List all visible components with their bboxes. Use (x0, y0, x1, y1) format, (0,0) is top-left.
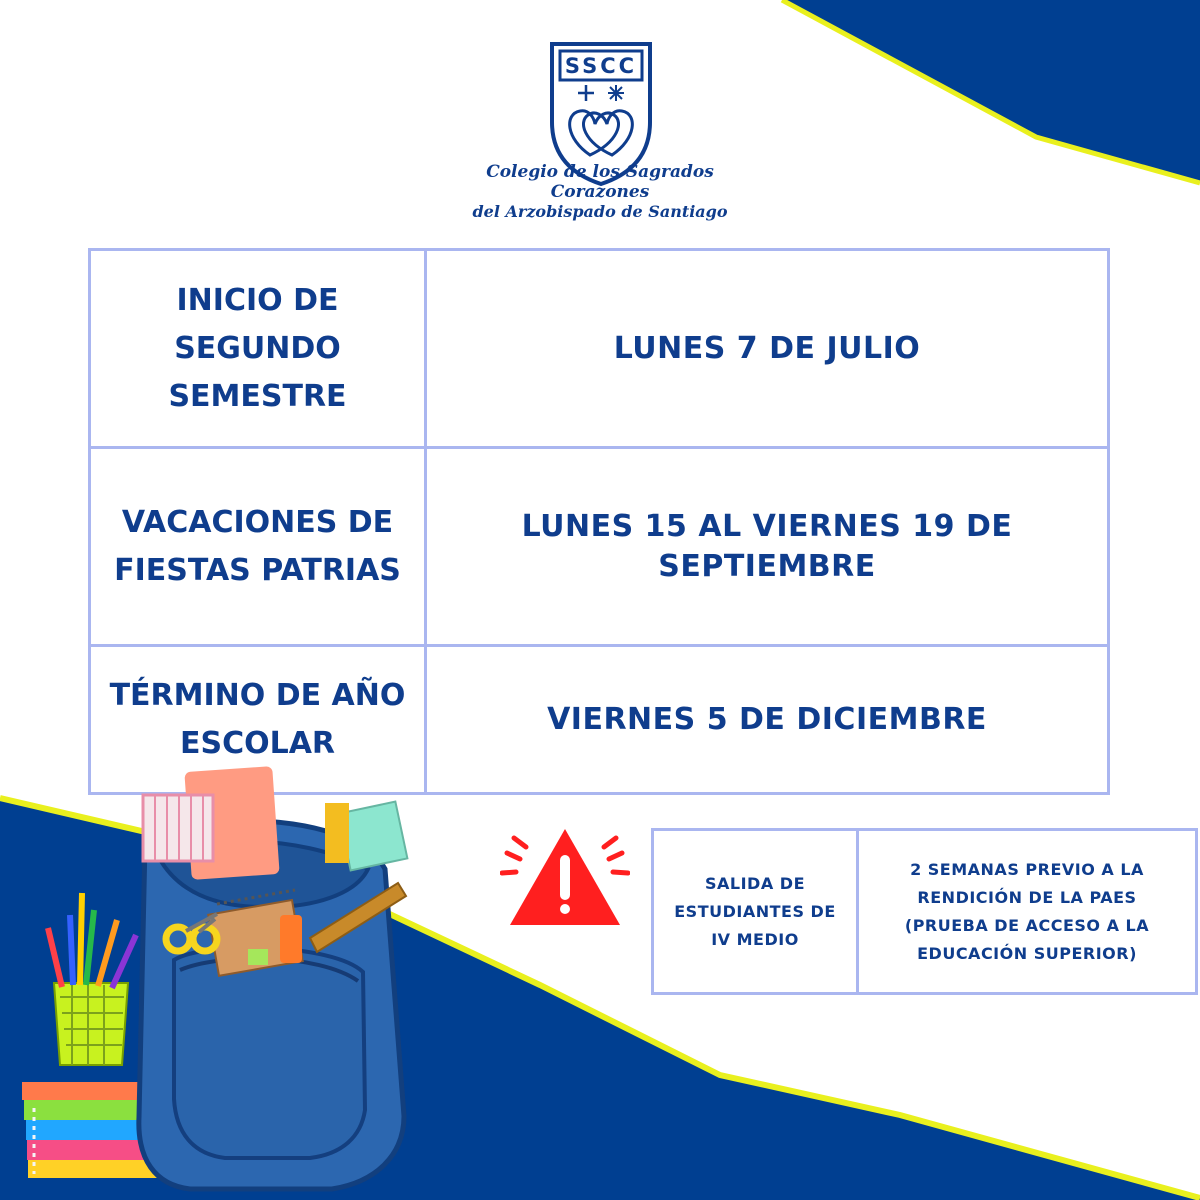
warning-exclamation-dot (560, 904, 570, 914)
calendar-row-second-semester (90, 250, 1109, 448)
colored-pencil-yellow (80, 893, 82, 985)
iv-medio-notice-table (651, 828, 1198, 995)
school-logo (470, 30, 730, 221)
colored-pencil-red (48, 928, 62, 987)
warning-triangle-icon (500, 825, 630, 937)
notebook-yellow (325, 803, 349, 863)
colored-pencil-green (86, 910, 94, 985)
pencil-cup (54, 983, 128, 1065)
school-backpack-and-supplies-illustration (10, 765, 440, 1200)
top-right-blue-shape (782, 0, 1200, 183)
logo-line-2: del Arzobispado de Santiago (472, 202, 728, 221)
calendar-value-school-year-end: VIERNES 5 DE DICIEMBRE (426, 646, 1109, 794)
logo-mark-text: SSCC (564, 54, 638, 78)
notice-row (653, 830, 1197, 994)
calendar-value-second-semester: LUNES 7 DE JULIO (426, 250, 1109, 448)
logo-wordmark (470, 162, 730, 222)
notice-value: 2 SEMANAS PREVIO A LA RENDICIÓN DE LA PAES (PRUEBA DE ACCESO A LA EDUCACIÓN SUPERIOR) (858, 830, 1197, 994)
calendar-row-holidays (90, 448, 1109, 646)
calendar-label-second-semester: INICIO DE SEGUNDO SEMESTRE (90, 250, 426, 448)
logo-line-1: Colegio de los Sagrados Corazones (486, 162, 714, 202)
orange-marker (280, 915, 302, 963)
notebook-stack-yellow (28, 1160, 163, 1178)
calendar-label-school-year-end: TÉRMINO DE AÑO ESCOLAR (90, 646, 426, 794)
calendar-value-holidays: LUNES 15 AL VIERNES 19 DE SEPTIEMBRE (426, 448, 1109, 646)
school-calendar-table (88, 248, 1110, 795)
notice-label: SALIDA DE ESTUDIANTES DE IV MEDIO (653, 830, 858, 994)
colored-pencil-purple (112, 935, 136, 988)
green-eraser (248, 949, 268, 965)
logo-star-icon (608, 85, 624, 101)
backpack-pocket (174, 948, 365, 1158)
colored-pencil-blue (70, 915, 73, 985)
calendar-label-holidays: VACACIONES DE FIESTAS PATRIAS (90, 448, 426, 646)
